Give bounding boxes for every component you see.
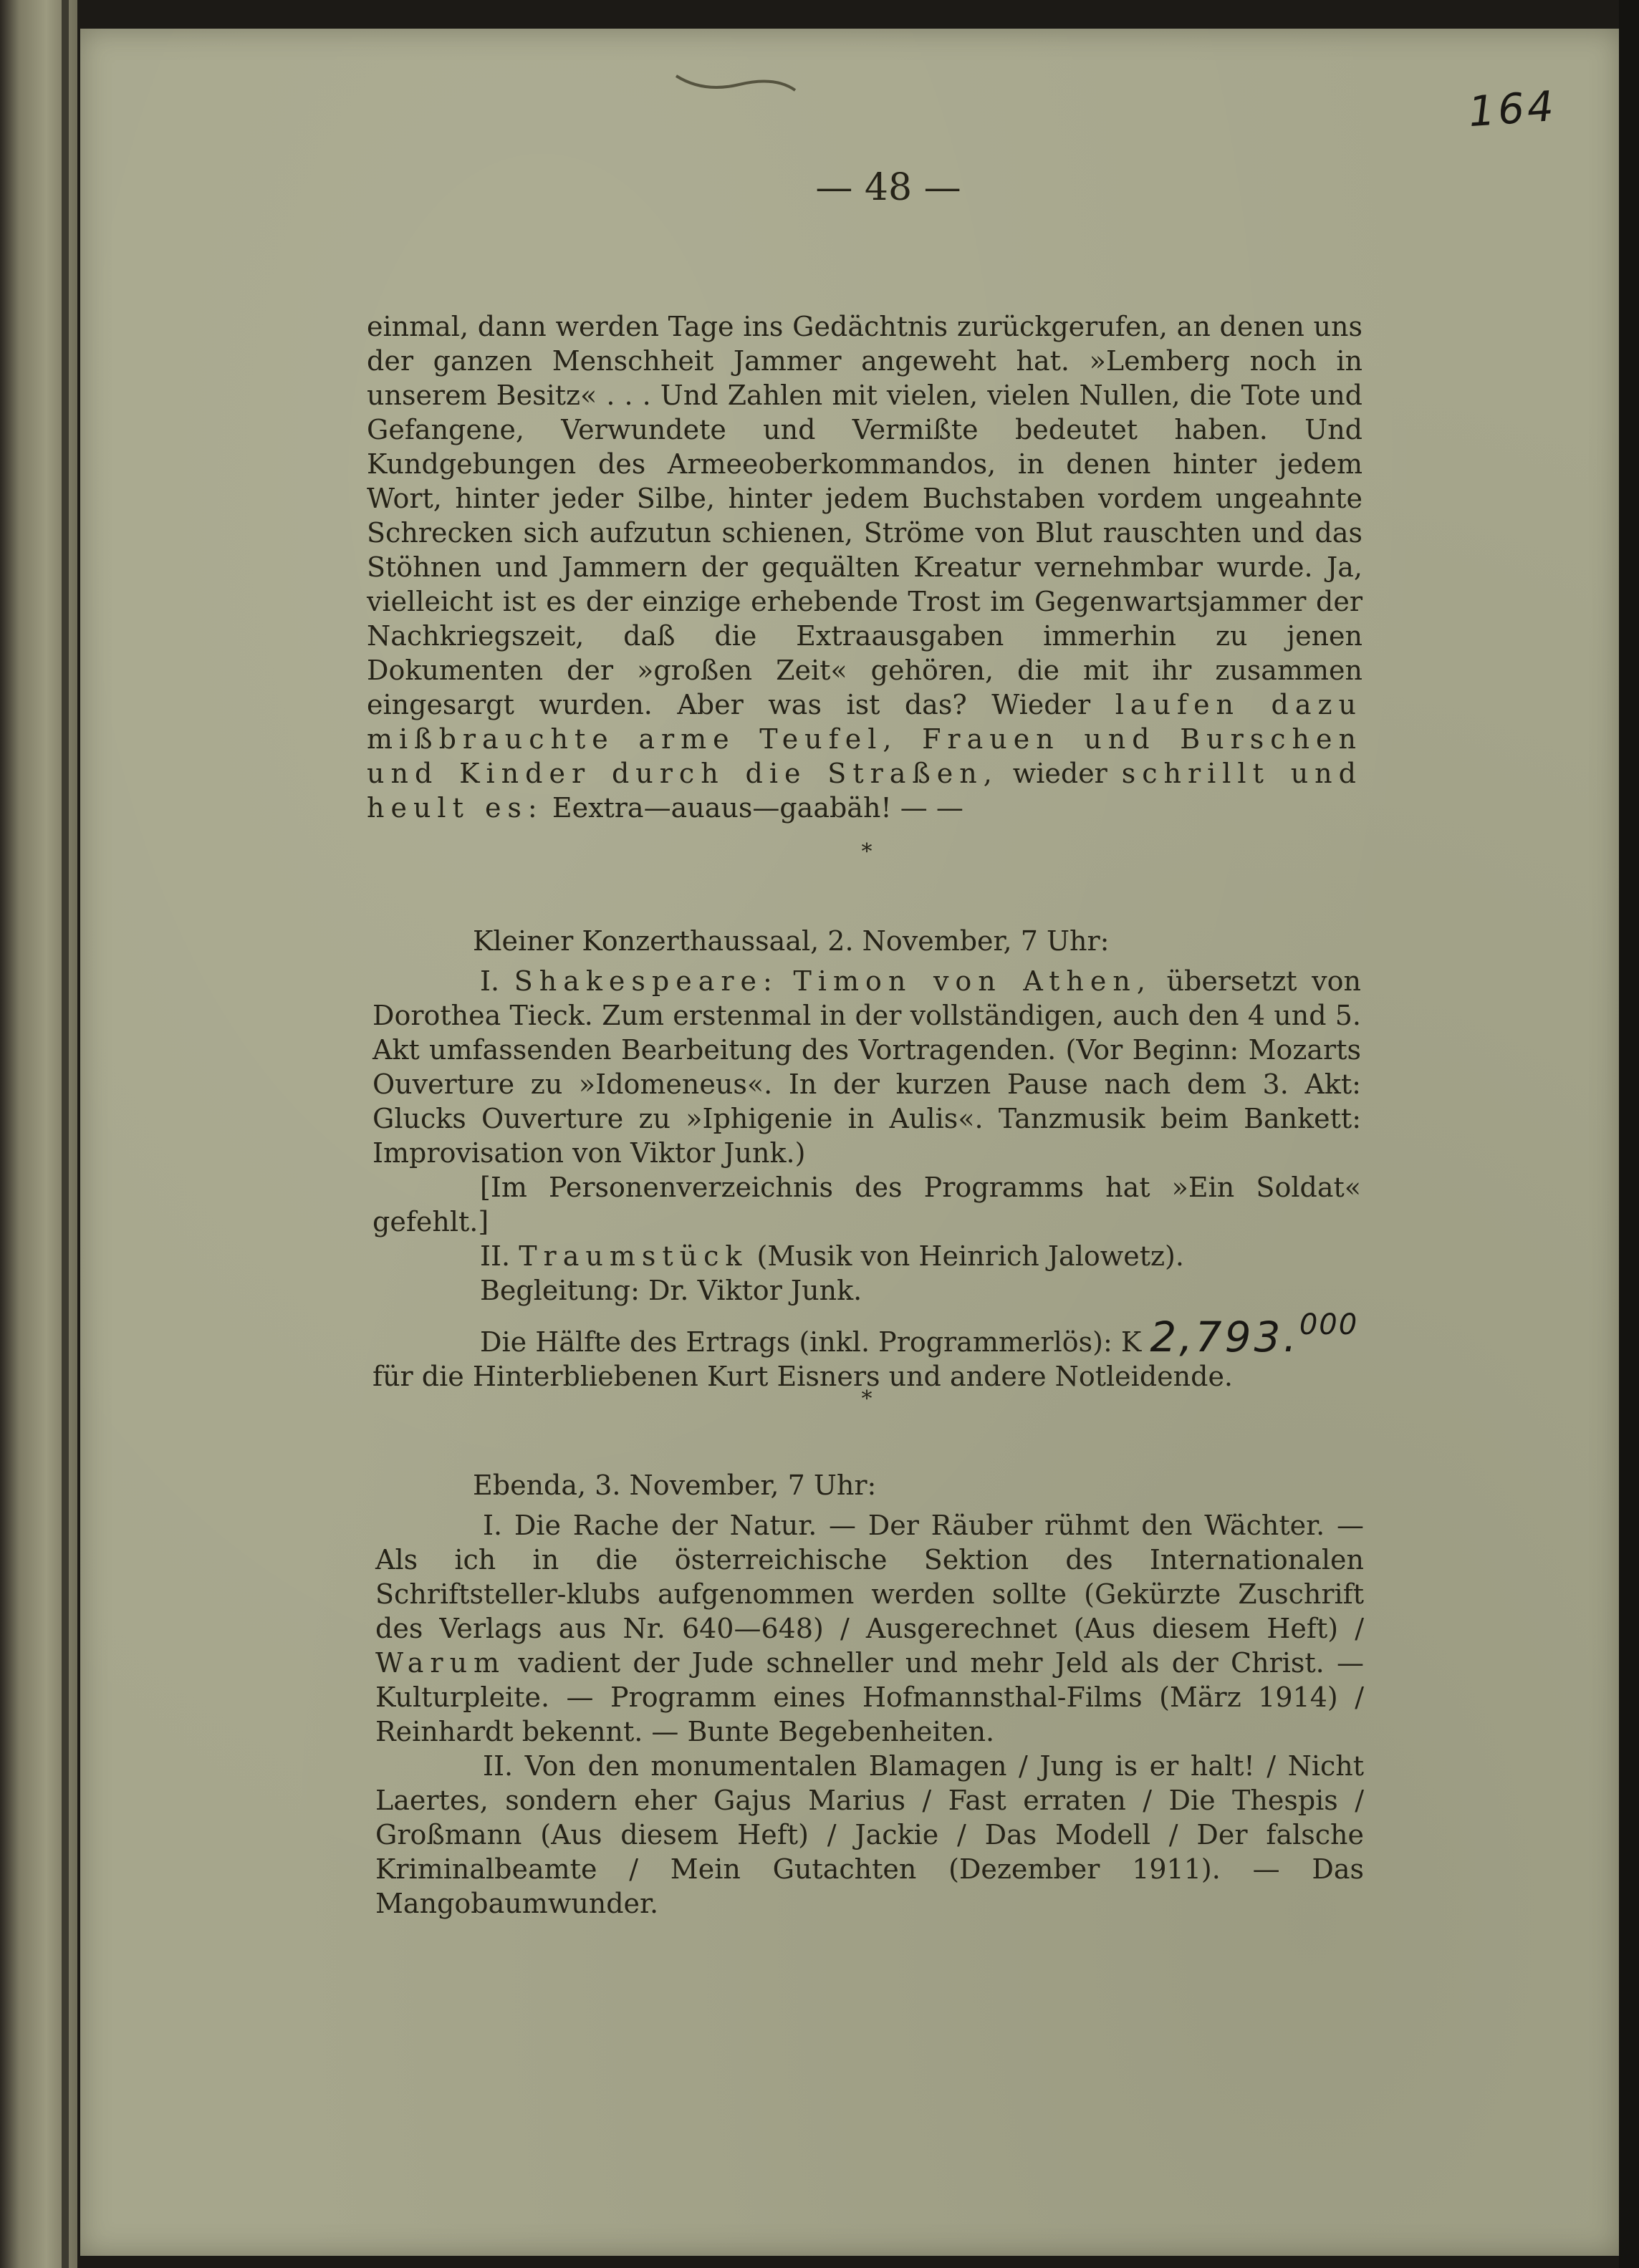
concert1-traumstueck: Traumstück [519, 1240, 749, 1272]
concert1-author: Shakespeare: [514, 965, 779, 997]
concert1-note: [Im Personenverzeichnis des Programms hat »Ein Soldat« gefehlt.] [372, 1172, 1361, 1237]
concert1-title: Timon von Athen, [793, 965, 1152, 997]
section1-end: Eextra—auaus—gaabäh! — — [552, 792, 963, 824]
concert1-p1-text: übersetzt von Dorothea Tieck. Zum erstenmal in der vollständigen, auch den 4 und 5. Akt umfassenden Bearbeitung des Vortragenden. (Vor Beginn: Mozarts Ouverture zu »Idomeneus«. In der kurzen Pause nach dem 3. Akt: Glucks Ouverture zu »Iphigenie in Aulis«. Tanzmusik beim Bankett: Improvisation von Viktor Junk.) [372, 965, 1361, 1169]
page-number: — 48 — [815, 166, 961, 209]
concert1-program [372, 964, 1361, 1394]
concert1-heading: Kleiner Konzerthaussaal, 2. November, 7 Uhr: [473, 925, 1110, 957]
section1-mid: wieder [1012, 758, 1107, 789]
concert1-p3-prefix: II. [480, 1240, 511, 1272]
concert1-beneficiaries: für die Hinterbliebenen Kurt Eisners und andere Notleidende. [372, 1361, 1234, 1392]
concert1-proceeds: Die Hälfte des Ertrags (inkl. Programmerlös): K [480, 1326, 1142, 1358]
separator-asterisk-2: * [861, 1386, 873, 1412]
handwritten-amount-thousands: 000 [1299, 1308, 1359, 1341]
concert1-p1-prefix: I. [480, 965, 500, 997]
concert2-warum: Warum [375, 1647, 506, 1679]
right-edge [1619, 0, 1639, 2268]
section1-spaced: laufen dazu mißbrauchte arme Teufel, Frauen und Burschen und Kinder durch die Straßen, [367, 689, 1362, 789]
concert2-p2: II. Von den monumentalen Blamagen / Jung is er halt! / Nicht Laertes, sondern eher Gajus Marius / Fast erraten / Die Thespis / Großmann (Aus diesem Heft) / Jackie / Das Modell / Der falsche Kriminalbeamte / Mein Gutachten (Dezember 1911). — Das Mangobaumwunder. [375, 1750, 1364, 1919]
handwritten-amount: 2,793. [1150, 1313, 1299, 1361]
concert2-p1: I. Die Rache der Natur. — Der Räuber rühmt den Wächter. — Als ich in die österreichische Sektion des Internationalen Schriftsteller-klubs aufgenommen werden sollte (Gekürzte Zuschrift des Verlags aus Nr. 640—648) / Ausgerechnet (Aus diesem Heft) / [375, 1510, 1364, 1644]
section1-text: einmal, dann werden Tage ins Gedächtnis zurückgerufen, an denen uns der ganzen Menschheit Jammer angeweht hat. »Lemberg noch in unserem Besitz« . . . Und Zahlen mit vielen, vielen Nullen, die Tote und Gefangene, Verwundete und Vermißte bedeutet haben. Und Kundgebungen des Armeeoberkommandos, in denen hinter jedem Wort, hinter jeder Silbe, hinter jedem Buchstaben vordem ungeahnte Schrecken sich aufzutun schienen, Ströme von Blut rauschten und das Stöhnen und Jammern der gequälten Kreatur vernehmbar wurde. Ja, vielleicht ist es der einzige erhebende Trost im Gegenwartsjammer der Nachkriegszeit, daß die Extraausgaben immerhin zu jenen Dokumenten der »großen Zeit« gehören, die mit ihr zusammen eingesargt wurden. Aber was ist das? Wieder [367, 311, 1362, 720]
binding-edge [62, 0, 69, 2268]
concert2-heading: Ebenda, 3. November, 7 Uhr: [473, 1470, 877, 1501]
pencil-mark [675, 72, 797, 93]
concert1-p3-text: (Musik von Heinrich Jalowetz). [756, 1240, 1184, 1272]
separator-asterisk: * [861, 839, 873, 864]
concert2-p1-end: vadient der Jude schneller und mehr Jeld als der Christ. — Kulturpleite. — Programm eines Hofmannsthal-Films (März 1914) / Reinhardt bekennt. — Bunte Begebenheiten. [375, 1647, 1364, 1747]
concert1-accompaniment: Begleitung: Dr. Viktor Junk. [480, 1275, 862, 1306]
body-section-1 [367, 309, 1362, 825]
concert2-program [375, 1508, 1364, 1921]
section1-spaced2: schrillt und heult es: [367, 758, 1362, 824]
handwritten-folio-number: 164 [1466, 81, 1558, 137]
